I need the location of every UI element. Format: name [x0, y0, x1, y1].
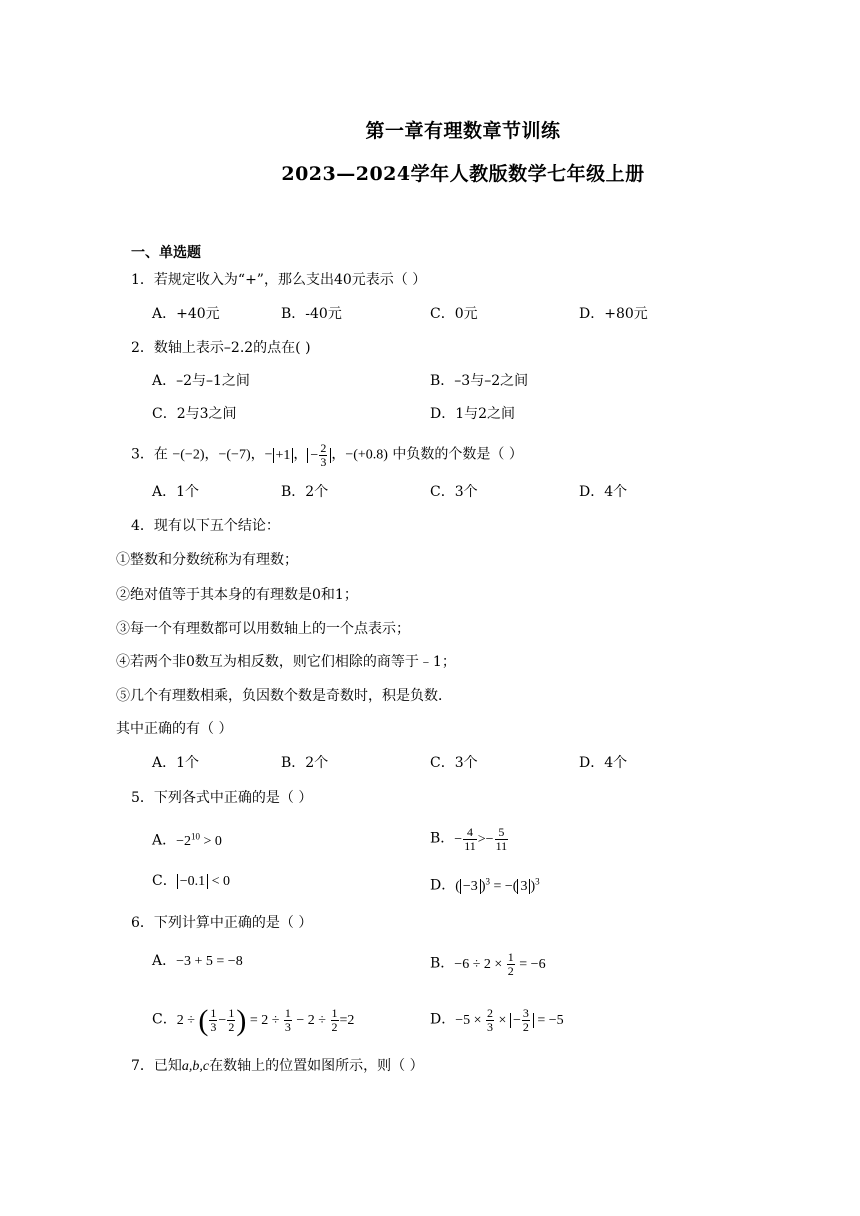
q4-statement: ①整数和分数统称为有理数； — [116, 552, 298, 568]
q1-stem: 1．若规定收入为“+”，那么支出40元表示（ ） — [131, 272, 427, 288]
q4-statement: ④若两个非0数互为相反数，则它们相除的商等于﹣1； — [116, 654, 456, 670]
q5-option-d: D．( −3 )$^3$ = −( 3 )$^3$ — [430, 876, 540, 894]
section-heading: 一、单选题 — [131, 245, 201, 261]
q6-option-c: C．2 ÷ ( $\frac{1}{3}$ − $\frac{1}{2}$ ) = 2 ÷ $\frac{1}{3}$ − 2 ÷ $\frac{1}{2}$ =2 — [152, 1003, 355, 1037]
q2-option-d: D．1与2之间 — [430, 406, 516, 422]
q3-stem — [131, 442, 523, 469]
q4-statement: ⑤几个有理数相乘，负因数个数是奇数时，积是负数． — [116, 688, 452, 704]
q1-option-b: B．-40元 — [281, 306, 342, 322]
q4-statement: ②绝对值等于其本身的有理数是0和1； — [116, 587, 358, 603]
q5-stem: 5．下列各式中正确的是（ ） — [131, 790, 313, 806]
q4-stem: 4．现有以下五个结论： — [131, 518, 280, 534]
q3-prefix: 3．在 — [131, 446, 168, 463]
q3-suffix: 中负数的个数是（ ） — [392, 446, 523, 463]
doc-subtitle: 2023—2024学年人教版数学七年级上册 — [281, 163, 645, 185]
q4-question: 其中正确的有（ ） — [116, 721, 233, 737]
q6-option-d: D．−5 × $\frac{2}{3}$ × − $\frac{3}{2}$ = −5 — [430, 1006, 564, 1034]
q3-option-a: A．1个 — [152, 484, 200, 500]
q2-stem: 2．数轴上表示–2.2的点在( ) — [131, 340, 311, 356]
q5-option-b: B．− $\frac{4}{11}$ >− $\frac{5}{11}$ — [430, 825, 508, 853]
q1-option-d: D．+80元 — [579, 306, 648, 322]
q5-option-c: C． −0.1 < 0 — [152, 873, 231, 889]
q3-option-b: B．2个 — [281, 484, 329, 500]
q2-option-a: A．–2与–1之间 — [152, 373, 250, 389]
q2-option-c: C．2与3之间 — [152, 406, 237, 422]
q3-option-c: C．3个 — [430, 484, 478, 500]
q7-stem: 7．已知a,b,c在数轴上的位置如图所示，则（ ） — [131, 1058, 424, 1074]
q1-option-a: A．+40元 — [152, 306, 220, 322]
q5-option-a: A．$-2^{10} > 0$ — [152, 831, 222, 849]
q4-statement: ③每一个有理数都可以用数轴上的一个点表示； — [116, 621, 410, 637]
q3-expression-list: −(−2)，−(−7)，− +1 ， − $\frac{2}{3}$ ，−(+0.8) — [172, 441, 388, 469]
q4-option-c: C．3个 — [430, 755, 478, 771]
q6-option-a: A．−3 + 5 = −8 — [152, 953, 243, 969]
q1-option-c: C．0元 — [430, 306, 478, 322]
doc-title: 第一章有理数章节训练 — [365, 120, 561, 142]
q2-option-b: B．–3与–2之间 — [430, 373, 529, 389]
q4-option-d: D．4个 — [579, 755, 628, 771]
q4-option-b: B．2个 — [281, 755, 329, 771]
q6-stem: 6．下列计算中正确的是（ ） — [131, 915, 313, 931]
q3-option-d: D．4个 — [579, 484, 628, 500]
q7-vars: a,b,c — [181, 1059, 210, 1074]
q6-option-b: B．−6 ÷ 2 × $\frac{1}{2}$ = −6 — [430, 950, 546, 978]
q4-option-a: A．1个 — [152, 755, 200, 771]
